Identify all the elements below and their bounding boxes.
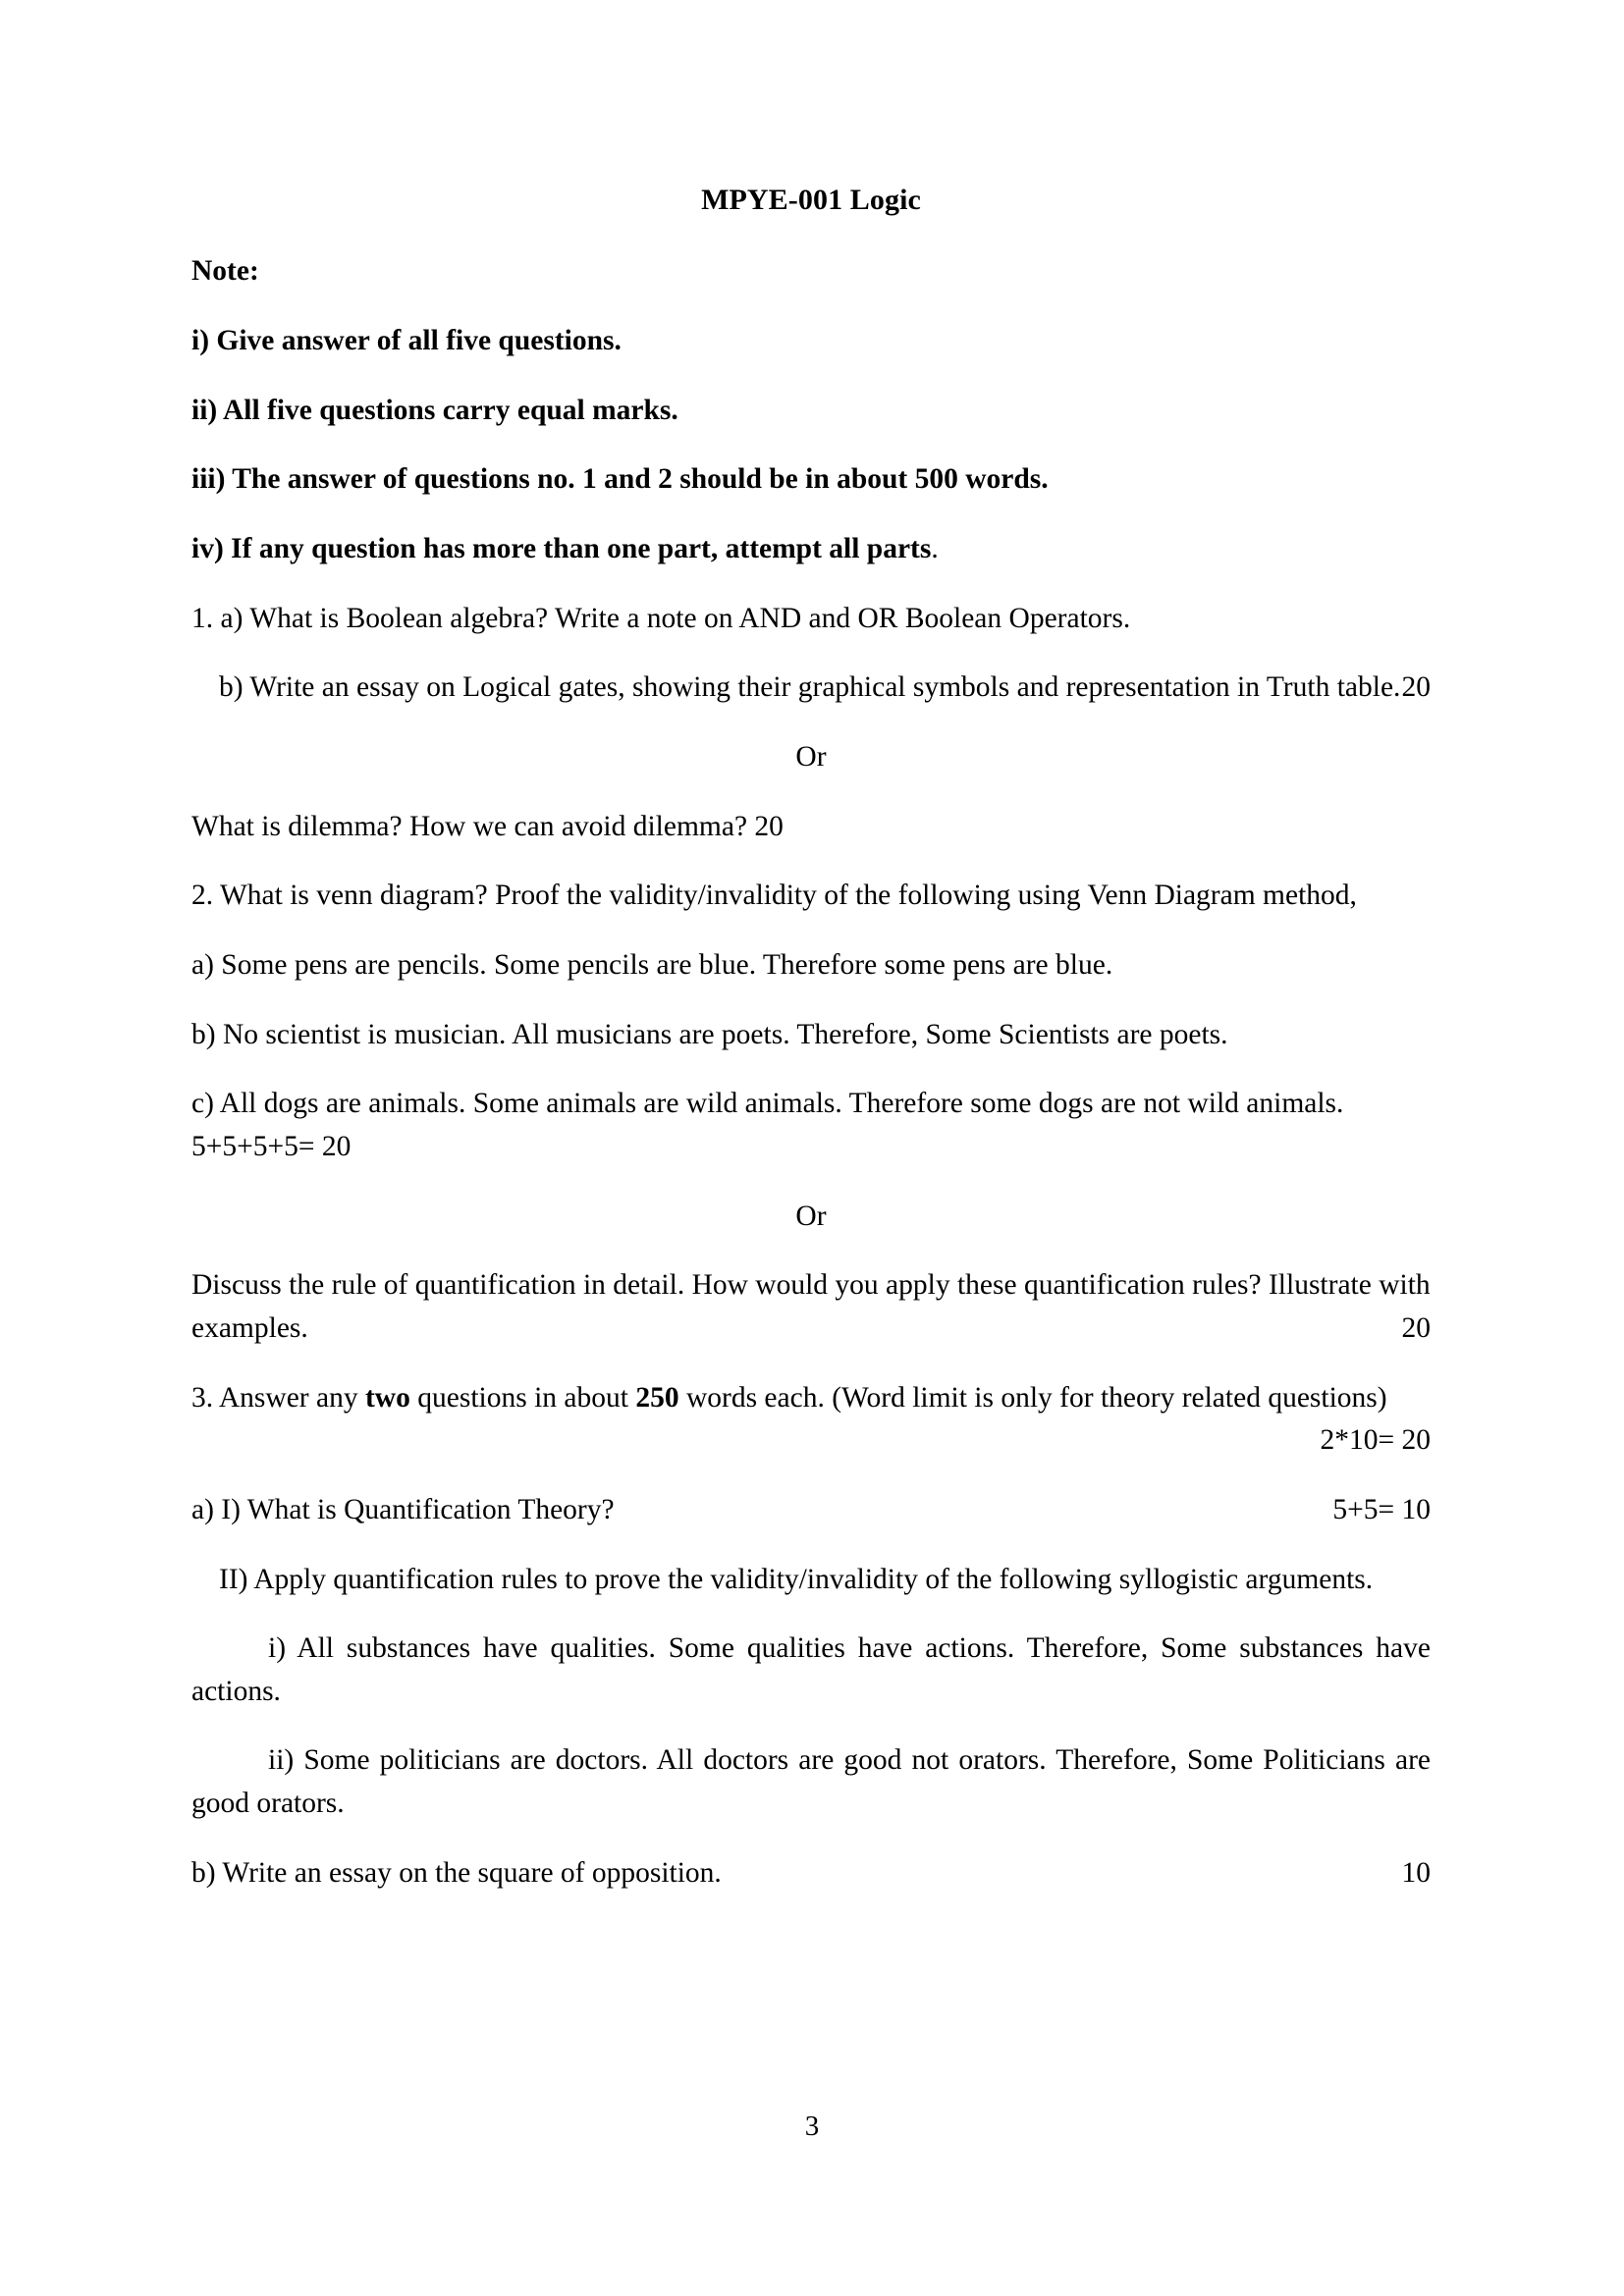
question-2-alternative bbox=[191, 1264, 1431, 1350]
instruction-iv bbox=[191, 528, 1431, 571]
question-3a-II-text: II) Apply quantification rules to prove the validity/invalidity of the following syllogistic arguments. bbox=[219, 1563, 1374, 1595]
question-1b bbox=[191, 667, 1431, 710]
question-3a-II-i bbox=[191, 1628, 1431, 1713]
question-3-stem-part1: 3. Answer any bbox=[191, 1381, 365, 1414]
instruction-i: i) Give answer of all five questions. bbox=[191, 325, 622, 357]
question-3-stem-marks: 2*10= 20 bbox=[1320, 1424, 1431, 1457]
question-1a: 1. a) What is Boolean algebra? Write a note on AND and OR Boolean Operators. bbox=[191, 602, 1131, 634]
question-1b-text: b) Write an essay on Logical gates, showing their graphical symbols and representation in Truth table. bbox=[219, 671, 1401, 704]
page-title: MPYE-001 Logic bbox=[701, 184, 921, 216]
question-3a-I bbox=[191, 1489, 1431, 1532]
question-3a-I-text: a) I) What is Quantification Theory? bbox=[191, 1493, 615, 1525]
question-3b-text: b) Write an essay on the square of opposition. bbox=[191, 1856, 722, 1889]
question-3-stem-bold-two: two bbox=[364, 1381, 410, 1414]
question-3a-I-marks: 5+5= 10 bbox=[1332, 1493, 1431, 1525]
question-3a-II bbox=[191, 1559, 1431, 1602]
question-2-alternative-text: Discuss the rule of quantification in detail. How would you apply these quantification rules? Illustrate with examples. bbox=[191, 1269, 1431, 1344]
question-3a-II-i-text: i) All substances have qualities. Some qualities have actions. Therefore, Some substances have actions. bbox=[191, 1632, 1431, 1707]
question-1b-marks: 20 bbox=[1401, 671, 1431, 704]
question-2a: a) Some pens are pencils. Some pencils are blue. Therefore some pens are blue. bbox=[191, 948, 1113, 981]
question-3-stem-part2: questions in about bbox=[409, 1381, 636, 1414]
question-1-alternative: What is dilemma? How we can avoid dilemma? 20 bbox=[191, 810, 784, 842]
question-3a-II-ii-text: ii) Some politicians are doctors. All doctors are good not orators. Therefore, Some Politicians are good orators. bbox=[191, 1744, 1431, 1820]
question-3b-marks: 10 bbox=[1401, 1856, 1431, 1889]
instruction-iv-text: iv) If any question has more than one part, attempt all parts bbox=[191, 533, 932, 565]
question-3-stem-bold-250: 250 bbox=[635, 1381, 679, 1414]
question-2b: b) No scientist is musician. All musicians are poets. Therefore, Some Scientists are poets. bbox=[191, 1018, 1228, 1050]
question-3-stem-part3: words each. (Word limit is only for theory related questions) bbox=[678, 1381, 1387, 1414]
instruction-iii: iii) The answer of questions no. 1 and 2 should be in about 500 words. bbox=[191, 463, 1049, 496]
instruction-iv-period: . bbox=[931, 533, 939, 565]
or-separator-2: Or bbox=[795, 1200, 827, 1232]
or-separator-1: Or bbox=[795, 740, 827, 773]
document-body bbox=[191, 183, 1431, 1921]
question-3b bbox=[191, 1852, 1431, 1896]
page-number: 3 bbox=[804, 2110, 820, 2142]
question-3a-II-ii bbox=[191, 1739, 1431, 1825]
question-2-stem: 2. What is venn diagram? Proof the validity/invalidity of the following using Venn Diagram method, bbox=[191, 880, 1357, 912]
note-heading: Note: bbox=[191, 255, 259, 288]
question-2-alternative-marks: 20 bbox=[1401, 1311, 1431, 1344]
question-3-stem bbox=[191, 1377, 1431, 1463]
instruction-ii: ii) All five questions carry equal marks. bbox=[191, 394, 678, 426]
question-2c: c) All dogs are animals. Some animals are wild animals. Therefore some dogs are not wild animals. 5+5+5+5= 20 bbox=[191, 1088, 1344, 1162]
